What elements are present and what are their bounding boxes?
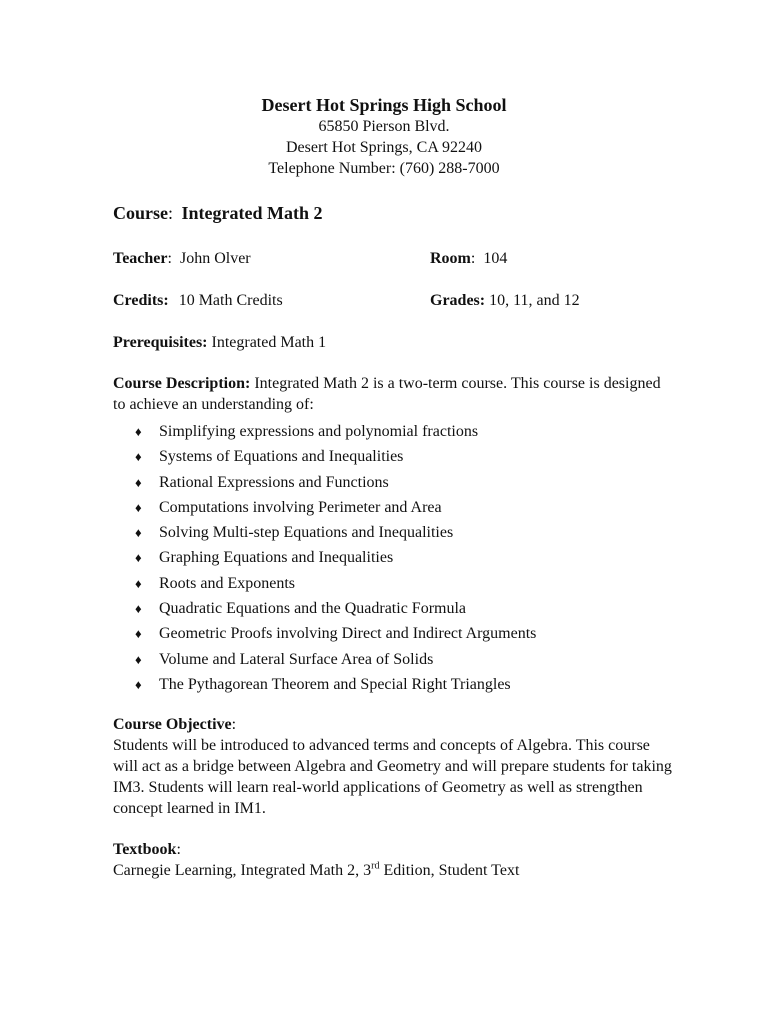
room-number: 104	[483, 250, 508, 267]
topic-list-item	[135, 647, 536, 672]
grades-label: Grades:	[430, 292, 486, 309]
topic-list-item	[135, 571, 536, 596]
topic-list-item	[135, 495, 536, 520]
school-header	[0, 94, 768, 179]
teacher-name: John Olver	[179, 250, 251, 267]
diamond-bullet-icon: ♦	[135, 474, 142, 490]
diamond-bullet-icon: ♦	[135, 525, 142, 541]
textbook-label: Textbook	[113, 841, 177, 858]
topic-text: Volume and Lateral Surface Area of Solids	[159, 650, 434, 668]
diamond-bullet-icon: ♦	[135, 601, 142, 617]
topic-list-item	[135, 419, 536, 444]
school-address-line1: 65850 Pierson Blvd.	[318, 118, 450, 135]
room-colon: :	[470, 250, 476, 267]
course-name: Integrated Math 2	[181, 203, 323, 223]
course-colon: :	[168, 203, 174, 223]
grades-value: 10, 11, and 12	[489, 292, 580, 309]
topic-list-item	[135, 672, 536, 697]
school-phone: Telephone Number: (760) 288-7000	[268, 160, 500, 177]
topic-list-item	[135, 470, 536, 495]
description-text: Integrated Math 2 is a two-term course. This course is designed to achieve an understanding of:	[113, 375, 661, 413]
teacher-label: Teacher	[113, 250, 168, 267]
topic-list-item	[135, 444, 536, 469]
teacher-colon: :	[167, 250, 172, 267]
topic-text: Roots and Exponents	[159, 574, 295, 592]
school-address-line2: Desert Hot Springs, CA 92240	[286, 139, 482, 156]
diamond-bullet-icon: ♦	[135, 651, 142, 667]
diamond-bullet-icon: ♦	[135, 424, 142, 439]
prerequisites-value: Integrated Math 1	[211, 334, 327, 351]
objective-colon: :	[231, 716, 237, 733]
topic-list-item	[135, 621, 536, 646]
diamond-bullet-icon: ♦	[135, 449, 142, 465]
description-label: Course Description:	[113, 375, 251, 392]
diamond-bullet-icon: ♦	[135, 575, 142, 591]
credits-label: Credits:	[113, 292, 169, 309]
course-description	[113, 373, 673, 415]
prerequisites-row	[113, 332, 326, 353]
teacher-row	[113, 248, 251, 269]
room-label: Room	[430, 250, 471, 267]
textbook-superscript: rd	[371, 860, 380, 872]
credits-value: 10 Math Credits	[178, 292, 283, 309]
diamond-bullet-icon: ♦	[135, 676, 142, 692]
room-row	[430, 248, 507, 269]
course-label: Course	[113, 203, 168, 223]
grades-row	[430, 290, 580, 311]
topic-text: Systems of Equations and Inequalities	[159, 448, 404, 466]
course-title	[113, 201, 323, 225]
school-name: Desert Hot Springs High School	[261, 95, 507, 115]
topic-text: Geometric Proofs involving Direct and Indirect Arguments	[159, 625, 537, 643]
topic-text: Solving Multi-step Equations and Inequalities	[159, 524, 454, 542]
topic-list-item	[135, 596, 536, 621]
topic-list-item	[135, 520, 536, 545]
textbook-text-after: Edition, Student Text	[379, 862, 520, 879]
textbook-text-before: Carnegie Learning, Integrated Math 2, 3	[113, 862, 372, 879]
diamond-bullet-icon: ♦	[135, 550, 142, 566]
course-objective	[113, 714, 673, 819]
topic-text: Simplifying expressions and polynomial fractions	[159, 423, 479, 440]
textbook-colon: :	[176, 841, 181, 858]
prerequisites-label: Prerequisites:	[113, 334, 208, 351]
credits-row	[113, 290, 283, 311]
objective-label: Course Objective	[113, 716, 232, 733]
topic-text: The Pythagorean Theorem and Special Right Triangles	[159, 675, 511, 693]
topic-text: Computations involving Perimeter and Area	[159, 498, 442, 516]
topic-text: Rational Expressions and Functions	[159, 473, 389, 491]
diamond-bullet-icon: ♦	[135, 499, 142, 515]
topic-list-item	[135, 545, 536, 570]
objective-text: Students will be introduced to advanced terms and concepts of Algebra. This course will act as a bridge between Algebra and Geometry and will prepare students for taking IM3. Students will learn real-world applications of Geometry as well as strengthen concept learned in IM1.	[113, 737, 672, 817]
topic-text: Graphing Equations and Inequalities	[159, 549, 394, 567]
textbook-text	[113, 860, 673, 881]
topic-text: Quadratic Equations and the Quadratic Formula	[159, 600, 467, 618]
topic-list	[135, 419, 536, 697]
diamond-bullet-icon: ♦	[135, 626, 142, 642]
textbook-section	[113, 839, 673, 881]
